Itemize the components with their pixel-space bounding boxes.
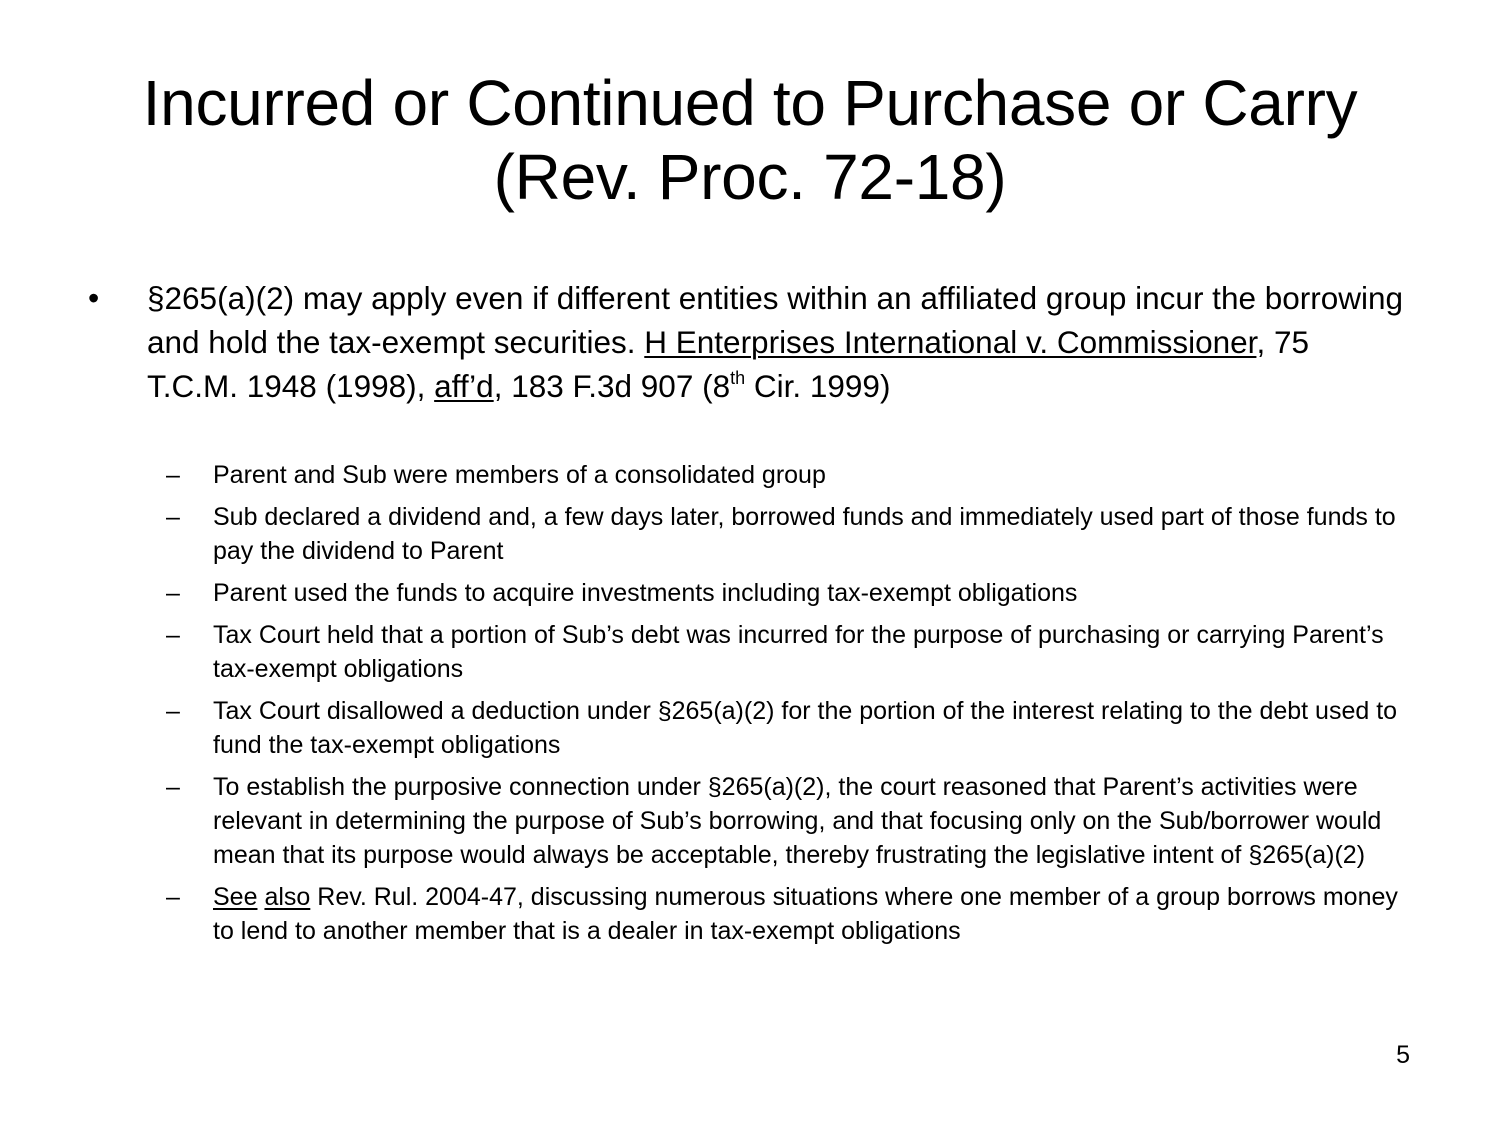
case-name-citation: H Enterprises International v. Commissioner bbox=[644, 324, 1257, 360]
main-bullet-text-c: , 183 F.3d 907 (8 bbox=[493, 368, 731, 404]
bullet-dot-icon: • bbox=[88, 280, 100, 316]
dash-icon: – bbox=[166, 697, 180, 725]
sub-bullet-list bbox=[166, 458, 1416, 956]
sub-bullet-item bbox=[166, 694, 1416, 762]
slide-title bbox=[60, 66, 1440, 214]
main-bullet-text-b: , 75 T.C.M. 1948 (1998), bbox=[147, 324, 1309, 404]
dash-icon: – bbox=[166, 773, 180, 801]
main-bullet-text bbox=[147, 276, 1407, 408]
sub-bullet-text: Sub declared a dividend and, a few days later, borrowed funds and immediately used part of those funds to pay the dividend to Parent bbox=[213, 503, 1396, 565]
sub-bullet-item bbox=[166, 458, 1416, 492]
sub-bullet-text: Tax Court held that a portion of Sub’s debt was incurred for the purpose of purchasing or carrying Parent’s tax-exempt obligations bbox=[213, 621, 1384, 683]
sub-bullet-item bbox=[166, 618, 1416, 686]
affd-citation: aff’d bbox=[434, 368, 494, 404]
slide-title-line-1: Incurred or Continued to Purchase or Carry bbox=[142, 67, 1358, 139]
sub-bullet-item bbox=[166, 880, 1416, 948]
sub-bullet-text bbox=[213, 883, 1398, 945]
dash-icon: – bbox=[166, 883, 180, 911]
slide-title-line-2: (Rev. Proc. 72-18) bbox=[493, 141, 1007, 213]
dash-icon: – bbox=[166, 461, 180, 489]
sub-bullet-text: Parent and Sub were members of a consolidated group bbox=[213, 461, 826, 489]
main-bullet-text-a: §265(a)(2) may apply even if different entities within an affiliated group incur the borrowing and hold the tax-exempt securities. bbox=[147, 280, 1404, 360]
also-signal: also bbox=[264, 883, 311, 911]
sub-bullet-text: Parent used the funds to acquire investments including tax-exempt obligations bbox=[213, 579, 1078, 607]
sub-bullet-item bbox=[166, 576, 1416, 610]
sub-bullet-text: Tax Court disallowed a deduction under §265(a)(2) for the portion of the interest relating to the debt used to fund the tax-exempt obligations bbox=[213, 697, 1398, 759]
page-number: 5 bbox=[1396, 1041, 1410, 1069]
see-signal: See bbox=[213, 883, 258, 911]
rev-rul-text: Rev. Rul. 2004-47, discussing numerous situations where one member of a group borrows money to lend to another member that is a dealer in tax-exempt obligations bbox=[213, 883, 1398, 945]
dash-icon: – bbox=[166, 621, 180, 649]
dash-icon: – bbox=[166, 503, 180, 531]
sub-bullet-text: To establish the purposive connection under §265(a)(2), the court reasoned that Parent’s activities were relevant in determining the purpose of Sub’s borrowing, and that focusing only on the Sub/borrower would mean that its purpose would always be acceptable, thereby frustrating the legislative intent of §265(a)(2) bbox=[213, 773, 1382, 869]
dash-icon: – bbox=[166, 579, 180, 607]
main-bullet-text-d: Cir. 1999) bbox=[745, 368, 891, 404]
ordinal-superscript: th bbox=[730, 367, 746, 388]
sub-bullet-item bbox=[166, 770, 1416, 872]
sub-bullet-item bbox=[166, 500, 1416, 568]
